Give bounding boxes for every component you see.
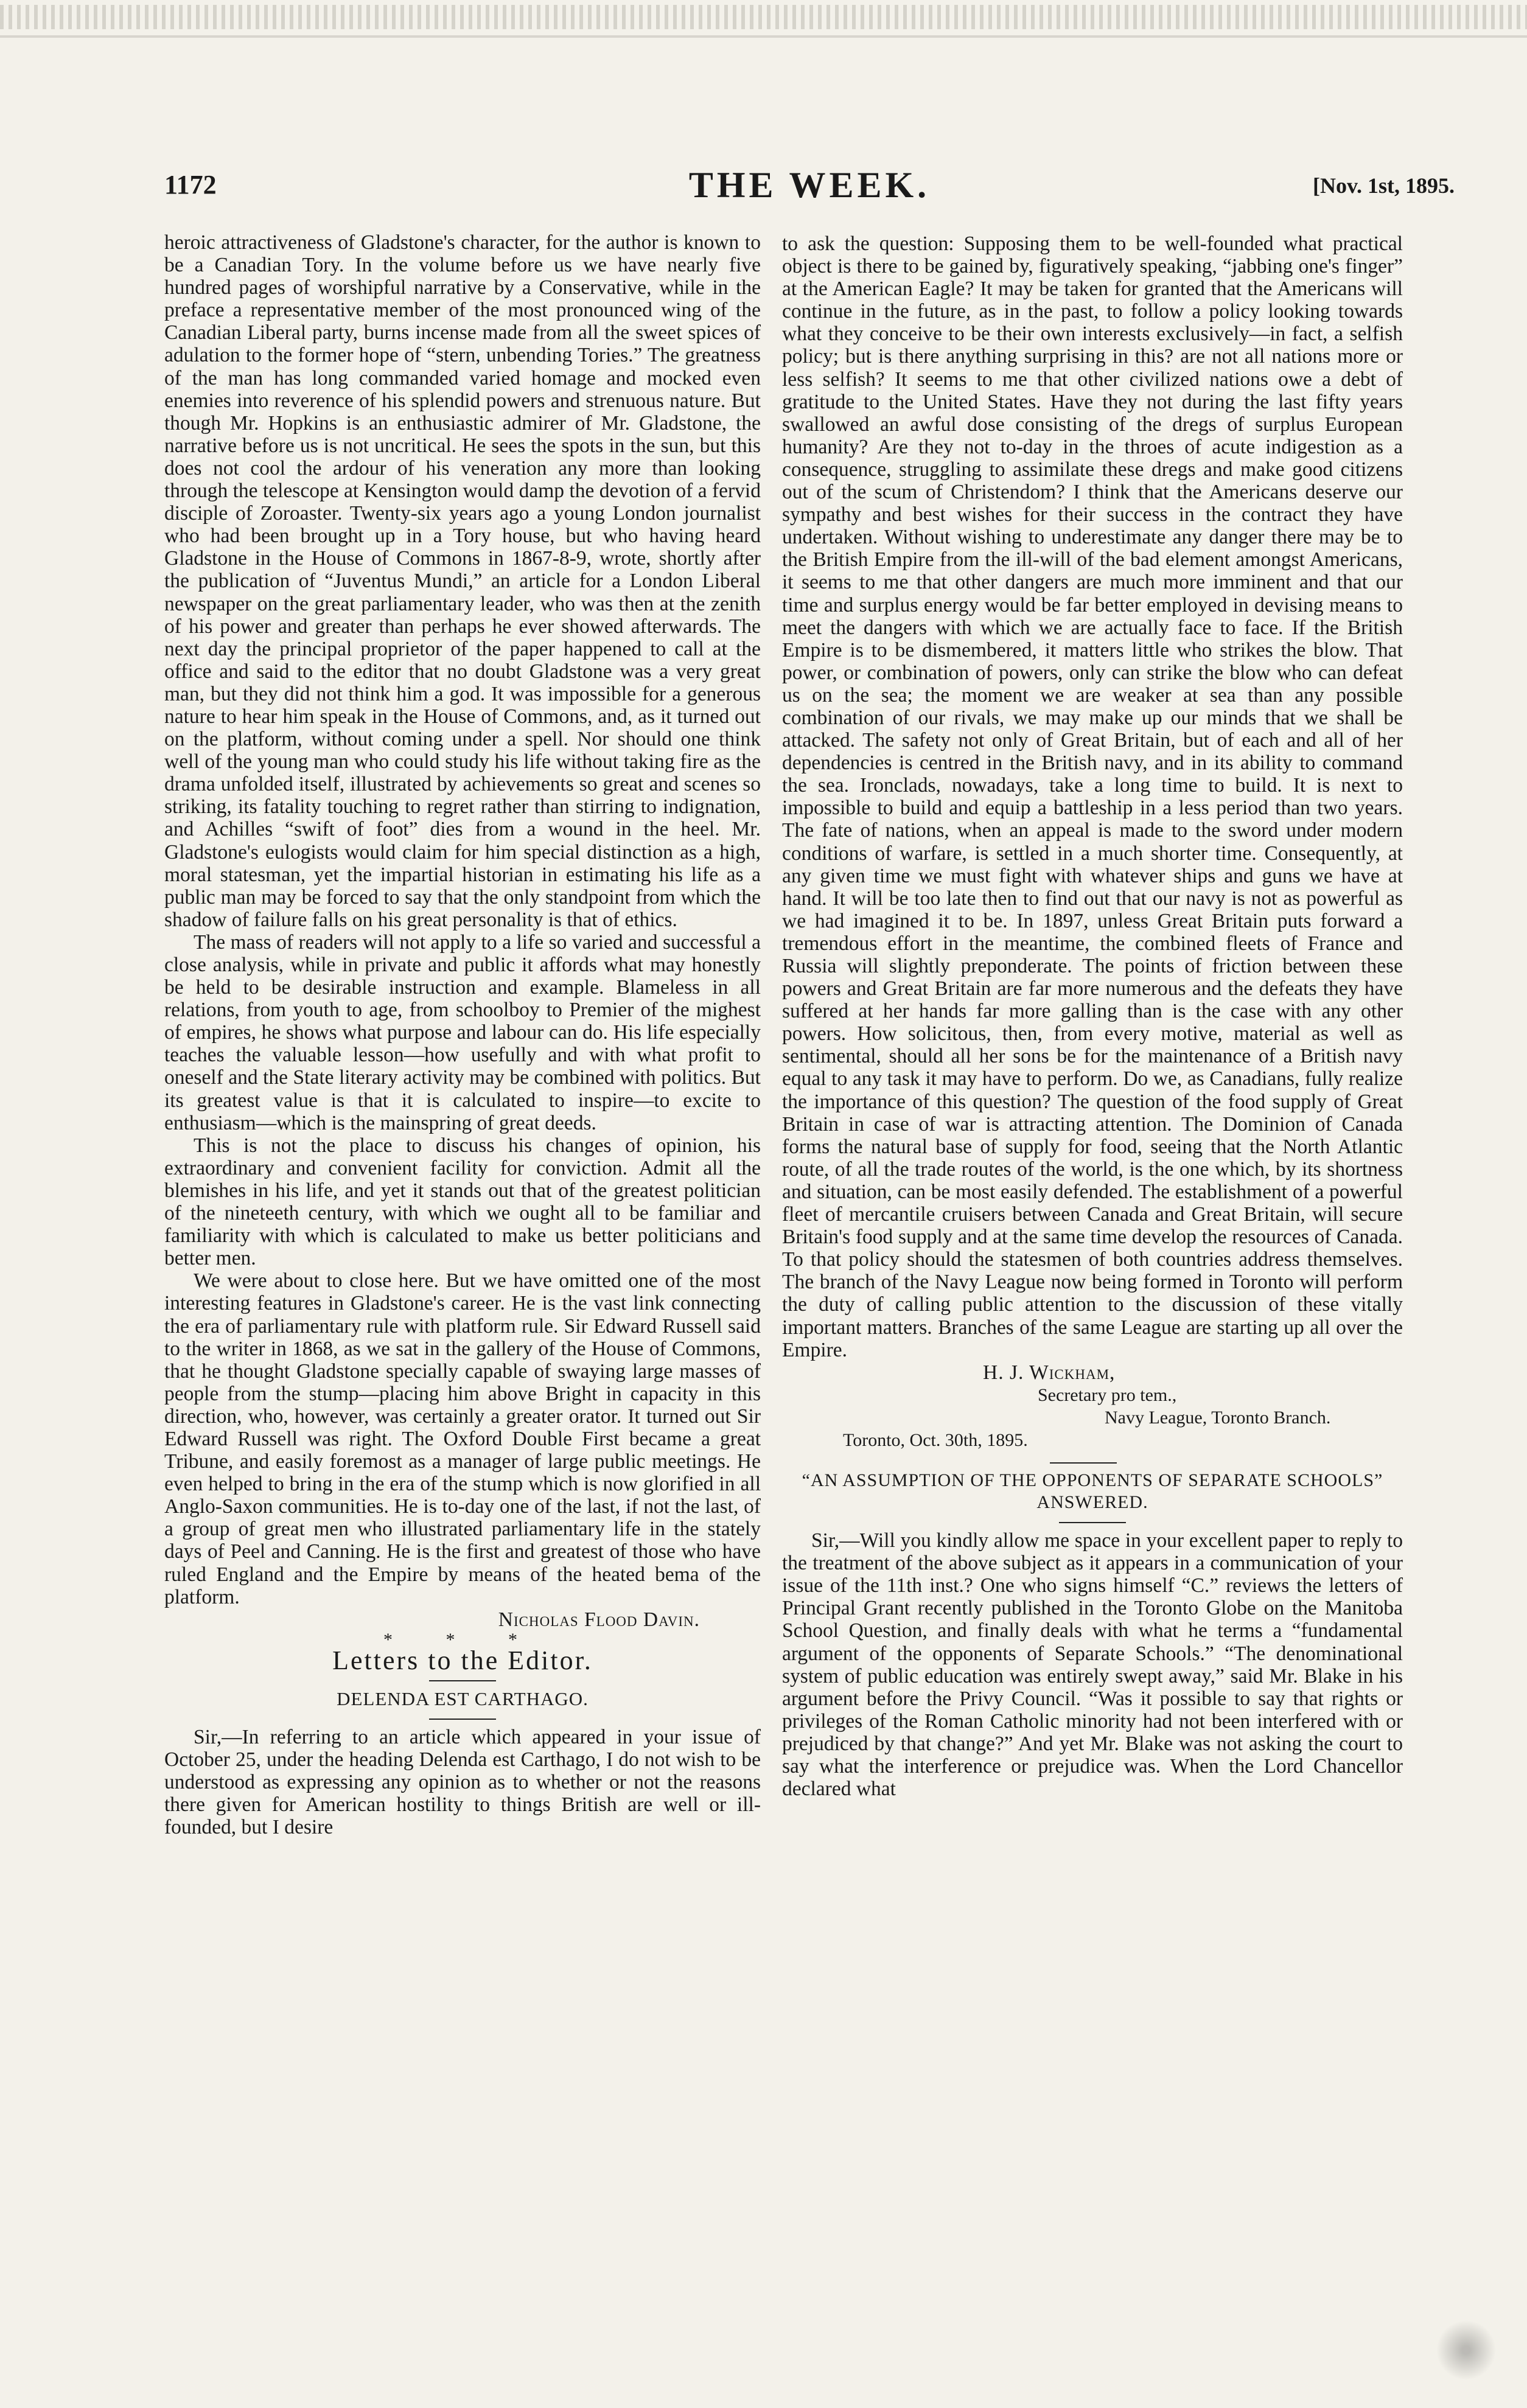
paragraph: to ask the question: Supposing them to be well-founded what practical object is there to be gained by, figuratively speaking, “jabbing one's finger” at the American Eagle? It may be taken for granted that the Americans will continue in the future, as in the past, to follow a policy looking towards what they conceive to be their own interests exclusively—in fact, a selfish policy; but is there anything surprising in this? are not all nations more or less selfish? It seems to me that other civilized nations owe a debt of gratitude to the United States. Have they not during the last fifty years swallowed an awful dose consisting of the dregs of surplus European humanity? Are they not to-day in the throes of acute indigestion as a consequence, struggling to assimilate these dregs and make good citizens out of the scum of Christendom? I think that the Americans deserve our sympathy and best wishes for their success in the contract they have undertaken. Without wishing to underestimate any danger there may be to the British Empire from the ill-will of the bad element amongst Americans, it seems to me that other dangers are much more imminent and that our time and surplus energy would be far better employed in devising means to meet the dangers with which we are actually face to face. If the British Empire is to be dismembered, it matters little who strikes the blow. That power, or combination of powers, only can strike the blow who can defeat us on the sea; the moment we are weaker at sea than any possible combination of our rivals, we may make up our minds that we shall be attacked. The safety not only of Great Britain, but of each and all of her dependencies is centred in the British navy, and in its ability to command the sea. Ironclads, nowadays, take a long time to build. It is next to impossible to build and equip a battleship in a less period than two years. The fate of nations, when an appeal is made to the sword under modern conditions of warfare, is settled in a much shorter time. Consequently, at any given time we must fight with whatever ships and guns we have at hand. It will be too late then to find out that our navy is not as powerful as we had imagined it to be. In 1897, unless Great Britain puts forward a tremendous effort in the meantime, the combined fleets of France and Russia will slightly preponderate. The points of friction between these powers and Great Britain are far more numerous and the defeats they have suffered at her hands far more galling than is the case with any other powers. How solicitous, then, from every motive, material as well as sentimental, should all her sons be for the maintenance of a British navy equal to any task it may have to perform. Do we, as Canadians, fully realize the importance of this question? The question of the food supply of Great Britain in case of war is attracting attention. The Dominion of Canada forms the natural base of supply for food, seeing that the North Atlantic route, of all the trade routes of the world, is the one which, by its shortness and situation, can be most easily defended. The establishment of a powerful fleet of mercantile cruisers between Canada and Great Britain, will secure Britain's food supply and at the same time develop the resources of Canada. To that policy should the statesmen of both countries address themselves. The branch of the Navy League now being formed in Toronto will perform the duty of calling public attention to the discussion of these vitally important matters. Branches of the same League are starting up all over the Empire.: [782, 232, 1403, 1361]
ink-smudge: [1430, 2317, 1503, 2384]
paragraph: This is not the place to discuss his changes of opinion, his extraordinary and convenient facility for conviction. Admit all the blemishes in his life, and yet it stands out that of the greatest politician of the nineteeth century, with which we ought all to be familiar and familiarity with which is calculated to make us better politicians and better men.: [164, 1134, 761, 1270]
signer-role: Secretary pro tem.,: [1038, 1384, 1177, 1405]
paragraph: heroic attractiveness of Gladstone's character, for the author is known to be a Canadian Tory. In the volume before us we have nearly five hundred pages of worshipful narrative by a Conservative, while in the preface a representative member of the most pronounced wing of the Canadian Liberal party, burns incense made from all the sweet spices of adulation to the former hope of “stern, unbending Tories.” The greatness of the man has long commanded varied homage and mocked even enemies into reverence of his splendid powers and strenuous nature. But though Mr. Hopkins is an enthusiastic admirer of Mr. Gladstone, the narrative before us is not uncritical. He sees the spots in the sun, but this does not cool the ardour of his veneration any more than looking through the telescope at Kensington would damp the devotion of a fervid disciple of Zoroaster. Twenty-six years ago a young London journalist who had been brought up in a Tory house, but who having heard Gladstone in the House of Commons in 1867-8-9, wrote, shortly after the publication of “Juventus Mundi,” an article for a London Liberal newspaper on the great parliamentary leader, who was then at the zenith of his power and greater than perhaps he ever showed afterwards. The next day the principal proprietor of the paper happened to call at the office and said to the editor that no doubt Gladstone was a very great man, but they did not think him a god. It was impossible for a generous nature to hear him speak in the House of Commons, and, as it turned out on the platform, without coming under a spell. Nor should one think well of the young man who could study his life without taking fire as the drama unfolded itself, illustrated by achievements so great and scenes so striking, its fatality touching to regret rather than stirring to indignation, and Achilles “swift of foot” dies from a wound in the heel. Mr. Gladstone's eulogists would claim for him special distinction as a high, moral statesman, yet the impartial historian in estimating his life as a public man may be forced to say that the only standpoint from which the shadow of failure falls on his great personality is that of ethics.: [164, 231, 761, 931]
signer-name: H. J. Wickham,: [983, 1361, 1116, 1384]
right-column: [782, 232, 1403, 1800]
top-border-line: [0, 35, 1527, 38]
paragraph: The mass of readers will not apply to a life so varied and successful a close analysis, while in private and public it affords what may honestly be held to be desirable instruction and example. Blameless in all relations, from youth to age, from schoolboy to Premier of the mighest of empires, he shows what purpose and labour can do. His life especially teaches the valuable lesson—how usefully and with what profit to oneself and the State literary activity may be combined with politics. But its greatest value is that it is calculated to inspire—to excite to enthusiasm—which is the mainspring of great deeds.: [164, 930, 761, 1134]
letter-date: Toronto, Oct. 30th, 1895.: [843, 1429, 1028, 1450]
divider-rule: [1059, 1522, 1126, 1523]
page-number: 1172: [164, 170, 217, 200]
divider-rule: [429, 1680, 496, 1681]
left-column: [164, 231, 761, 1838]
letter-title: DELENDA EST CARTHAGO.: [337, 1687, 589, 1709]
paragraph: Sir,—Will you kindly allow me space in your excellent paper to reply to the treatment of the above subject as it appears in a communication of your issue of the 11th inst.? One who signs himself “C.” reviews the letters of Principal Grant recently published in the Toronto Globe on the Manitoba School Question, and finally deals with what he terms a “fundamental argument of the opponents of Separate Schools.” “The denominational system of public education was entirely swept away,” said Mr. Blake in his argument before the Privy Council. “Was it possible to say that rights or privileges of the Roman Catholic minority had not been interfered with or prejudiced by that change?” And yet Mr. Blake was not asking the court to say what the interference or prejudice was. When the Lord Chancellor declared what: [782, 1529, 1403, 1801]
issue-date: [Nov. 1st, 1895.: [1313, 173, 1455, 198]
author-signature: [164, 1608, 761, 1631]
divider-rule: [429, 1719, 496, 1720]
divider-rule: [1050, 1462, 1117, 1464]
top-border-rule: [0, 5, 1527, 29]
author-name: Nicholas Flood Davin.: [498, 1608, 700, 1631]
section-title: Letters to the Editor.: [332, 1645, 593, 1675]
paragraph: Sir,—In referring to an article which appeared in your issue of October 25, under the heading Delenda est Carthago, I do not wish to be understood as expressing any opinion as to whether or not the reasons there given for American hostility to things British are well or ill-founded, but I desire: [164, 1726, 761, 1839]
paragraph: We were about to close here. But we have omitted one of the most interesting features in Gladstone's career. He is the vast link connecting the era of parliamentary rule with platform rule. Sir Edward Russell said to the writer in 1868, as we sat in the gallery of the House of Commons, that he thought Gladstone specially capable of swaying large masses of people from the stump—placing him above Bright in capacity in this direction, who, however, was certainly a greater orator. It turned out Sir Edward Russell was right. The Oxford Double First became a great Tribune, and easily foremost as a manager of large public meetings. He even helped to bring in the era of the stump which is now glorified in all Anglo-Saxon communities. He is to-day one of the last, if not the last, of a group of great men who illustrated parliamentary life in the stately days of Peel and Canning. He is the first and greatest of those who have ruled England and the Empire by means of the heated bema of the platform.: [164, 1269, 761, 1608]
page-header: [164, 165, 1455, 212]
masthead-title: THE WEEK.: [688, 165, 931, 205]
letter-title: “AN ASSUMPTION OF THE OPPONENTS OF SEPARATE SCHOOLS” ANSWERED.: [802, 1470, 1383, 1513]
signer-organization: Navy League, Toronto Branch.: [1105, 1407, 1331, 1428]
asterism-divider: * * *: [383, 1629, 542, 1650]
